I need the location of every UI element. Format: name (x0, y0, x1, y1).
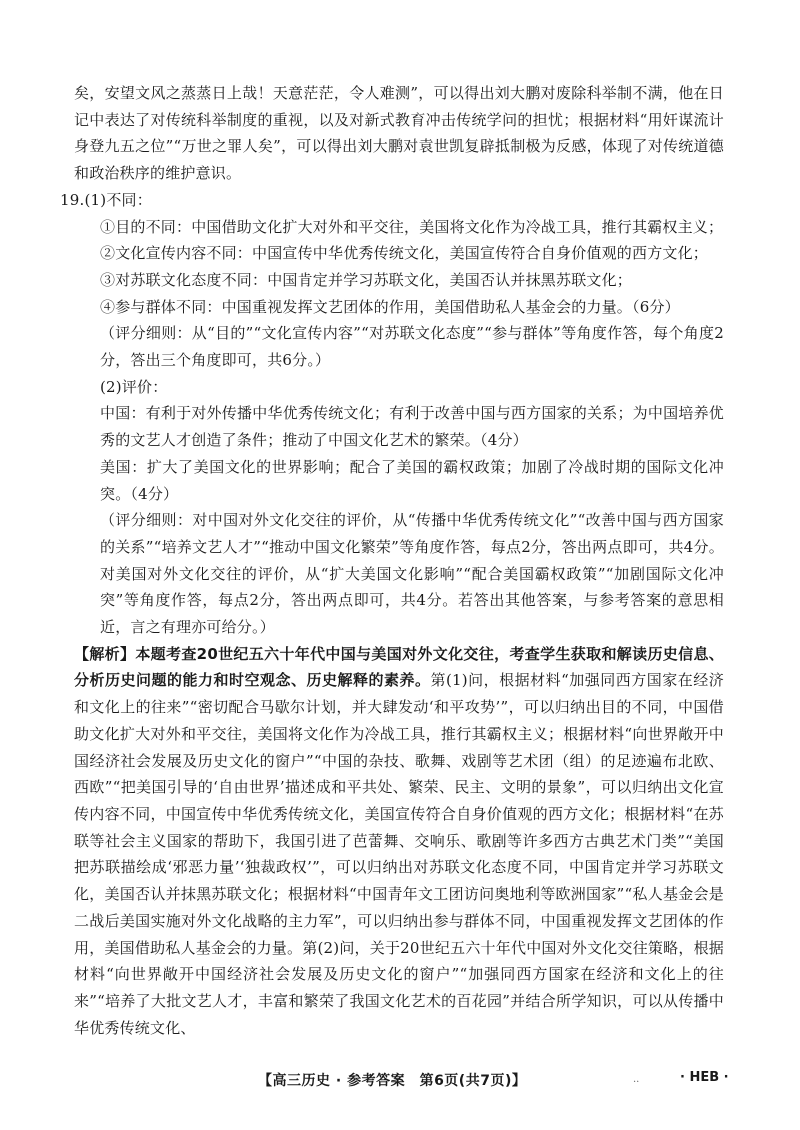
analysis-label: 【解析】 (74, 644, 136, 663)
page-footer (0, 1070, 800, 1094)
part2-title: (2)评价： (100, 377, 168, 396)
question-number: 19. (60, 190, 85, 209)
footer-dots: .. (633, 1074, 640, 1085)
difference-point-1: ①目的不同：中国借助文化扩大对外和平交往，美国将文化作为冷战工具，推行其霸权主义； (100, 217, 724, 236)
footer-code: · HEB · (680, 1070, 729, 1085)
difference-point-2: ②文化宣传内容不同：中国宣传中华优秀传统文化，美国宣传符合自身价值观的西方文化； (100, 244, 709, 263)
q19-part1-title (60, 187, 724, 214)
analysis-paragraph (74, 641, 724, 1042)
continuation-paragraph: 矣，安望文风之蒸蒸日上哉！天意茫茫，令人难测”，可以得出刘大鹏对废除科举制不满，他在日记中表达了对传统科举制度的重视，以及对新式教育冲击传统学问的担忧；根据材料“用奸谋流计身登九五之位”“万世之罪人矣”，可以得出刘大鹏对袁世凯复辟抵制极为反感，体现了对传统道德和政治秩序的维护意识。 (74, 84, 724, 183)
difference-point-4: ④参与群体不同：中国重视发挥文艺团体的作用，美国借助私人基金会的力量。（6分） (100, 297, 680, 316)
difference-point-3: ③对苏联文化态度不同：中国肯定并学习苏联文化，美国否认并抹黑苏联文化； (100, 270, 633, 289)
part1-title: (1)不同： (84, 190, 152, 209)
analysis-intro: 本题考查20世纪五六十年代中国与美国对外文化交往，考查学生获取和解读历史信息、分析历史问题的能力和时空观念、历史解释的素养。 (74, 644, 724, 690)
analysis-body: 第(1)问，根据材料“加强同西方国家在经济和文化上的往来”“密切配合马歇尔计划，并大肆发动‘和平攻势’”，可以归纳出目的不同，中国借助文化扩大对外和平交往，美国将文化作为冷战工具，推行其霸权主义；根据材料“向世界敞开中国经济社会发展及历史文化的窗户”“中国的杂技、歌舞、戏剧等艺术团（组）的足迹遍布北欧、西欧”“把美国引导的‘自由世界’描述成和平共处、繁荣、民主、文明的景象”，可以归纳出文化宣传内容不同，中国宣传中华优秀传统文化，美国宣传符合自身价值观的西方文化；根据材料“在苏联等社会主义国家的帮助下，我国引进了芭蕾舞、交响乐、歌剧等许多西方古典艺术门类”“美国把苏联描绘成‘邪恶力量’‘独裁政权’”，可以归纳出对苏联文化态度不同，中国肯定并学习苏联文化，美国否认并抹黑苏联文化；根据材料“中国青年文工团访问奥地利等欧洲国家”“私人基金会是二战后美国实施对外文化战略的主力军”，可以归纳出参与群体不同，中国重视发挥文艺团体的作用，美国借助私人基金会的力量。第(2)问，关于20世纪五六十年代中国对外文化交往策略，根据材料“向世界敞开中国经济社会发展及历史文化的窗户”“加强同西方国家在经济和文化上的往来”“培养了大批文艺人才，丰富和繁荣了我国文化艺术的百花园”并结合所学知识，可以从传播中华优秀传统文化、 (74, 671, 724, 1037)
page-content (60, 80, 724, 1041)
scoring-rules-part1: （评分细则：从“目的”“文化宣传内容”“对苏联文化态度”“参与群体”等角度作答，每个角度2分，答出三个角度即可，共6分。） (100, 324, 724, 370)
question-19 (60, 187, 724, 641)
footer-page-info: 【高三历史 · 参考答案 第6页(共7页)】 (258, 1073, 527, 1089)
scoring-rules-part2: （评分细则：对中国对外文化交往的评价，从“传播中华优秀传统文化”“改善中国与西方国家的关系”“培养文艺人才”“推动中国文化繁荣”等角度作答，每点2分，答出两点即可，共4分。对美国对外文化交往的评价，从“扩大美国文化影响”“配合美国霸权政策”“加剧国际文化冲突”等角度作答，每点2分，答出两点即可，共4分。若答出其他答案，与参考答案的意思相近，言之有理亦可给分。） (100, 511, 724, 637)
china-evaluation: 中国：有利于对外传播中华优秀传统文化；有利于改善中国与西方国家的关系；为中国培养优秀的文艺人才创造了条件；推动了中国文化艺术的繁荣。（4分） (100, 404, 724, 450)
usa-evaluation: 美国：扩大了美国文化的世界影响；配合了美国的霸权政策；加剧了冷战时期的国际文化冲突。（4分） (100, 457, 724, 503)
